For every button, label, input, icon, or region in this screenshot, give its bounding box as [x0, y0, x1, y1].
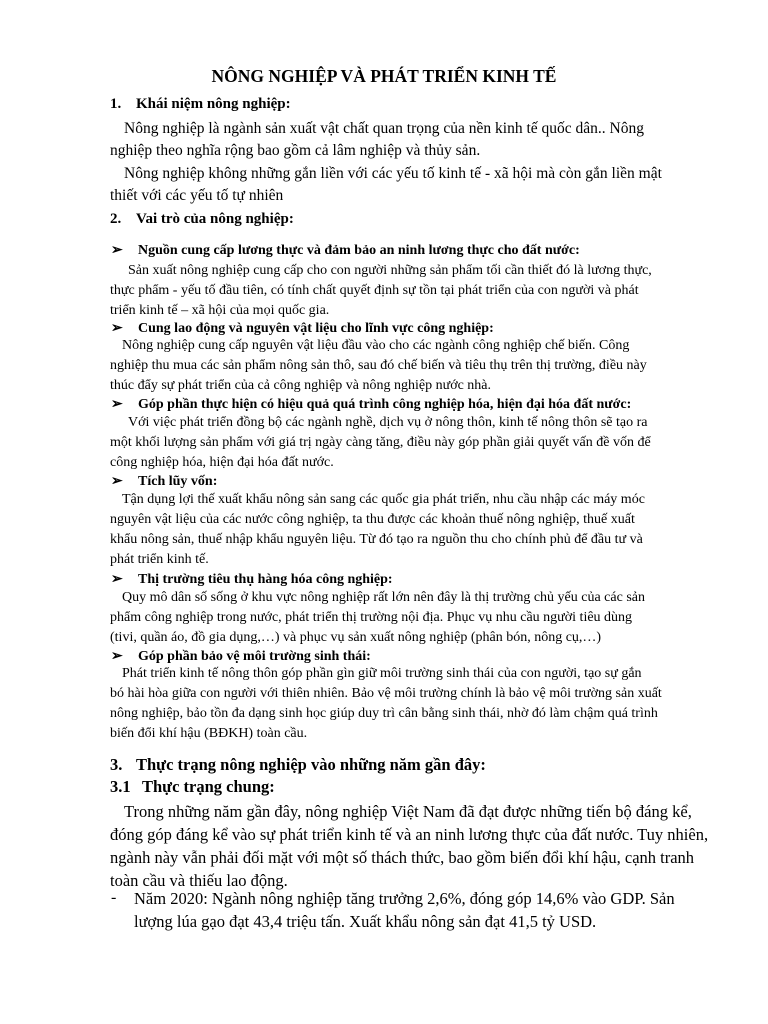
role-item-1-line2: thực phẩm - yếu tố đầu tiên, có tính chất quyết định sự tồn tại phát triển của con người và phát [110, 283, 639, 298]
role-item-5-heading: ➢ Thị trường tiêu thụ hàng hóa công nghiệp: [111, 572, 393, 587]
section-3-1-number: 3.1 [110, 777, 131, 796]
section-1-p1-line2: nghiệp theo nghĩa rộng bao gồm cả lâm nghiệp và thủy sản. [110, 142, 481, 159]
role-item-6-line3: nông nghiệp, bảo tồn đa dạng sinh học giúp duy trì cân bằng sinh thái, nhờ đó làm chậm quá trình [110, 706, 658, 721]
role-item-1-line1: Sản xuất nông nghiệp cung cấp cho con người những sản phẩm tối cần thiết đó là lương thực, [128, 263, 652, 278]
role-item-6-line1: Phát triển kinh tế nông thôn góp phần gìn giữ môi trường sinh thái của con người, tạo sự gắn [122, 666, 642, 681]
role-item-3-line1: Với việc phát triển đồng bộ các ngành nghề, dịch vụ ở nông thôn, kinh tế nông thôn sẽ tạo ra [128, 415, 648, 430]
document-title: NÔNG NGHIỆP VÀ PHÁT TRIỂN KINH TẾ [211, 66, 557, 86]
section-1-p1-line1: Nông nghiệp là ngành sản xuất vật chất quan trọng của nền kinh tế quốc dân.. Nông [124, 120, 644, 137]
section-3-para-line4: toàn cầu và thiếu lao động. [110, 871, 288, 890]
section-3-1-heading [110, 777, 275, 797]
arrow-bullet-icon: ➢ [111, 474, 123, 489]
role-item-4-line3: khẩu nông sản, thuế nhập khẩu nguyên liệu. Từ đó tạo ra nguồn thu cho chính phủ để đầu tư và [110, 532, 643, 547]
section-3-bullet-line2: lượng lúa gạo đạt 43,4 triệu tấn. Xuất khẩu nông sản đạt 41,5 tỷ USD. [134, 912, 597, 931]
role-item-4-line2: nguyên vật liệu của các nước công nghiệp, ta thu được các khoản thuế nông nghiệp, thuế xuất [110, 512, 635, 527]
role-item-5-line1: Quy mô dân số sống ở khu vực nông nghiệp rất lớn nên đây là thị trường chủ yếu của các sản [122, 590, 645, 605]
arrow-bullet-icon: ➢ [111, 397, 123, 412]
section-2-heading [110, 211, 294, 228]
section-3-para-line2: đóng góp đáng kể vào sự phát triển kinh tế và an ninh lương thực của đất nước. Tuy nhiên, [110, 825, 709, 844]
role-item-2-line3: thúc đẩy sự phát triển của cả công nghiệp và nông nghiệp nước nhà. [110, 378, 492, 393]
section-3-title: Thực trạng nông nghiệp vào những năm gần đây: [136, 755, 486, 774]
section-1-p2-line2: thiết với các yếu tố tự nhiên [110, 187, 284, 204]
role-item-6-line2: bó hài hòa giữa con người với thiên nhiên. Bảo vệ môi trường chính là bảo vệ môi trường sản xuất [110, 686, 662, 701]
section-2-title: Vai trò của nông nghiệp: [136, 211, 294, 227]
role-item-2-line1: Nông nghiệp cung cấp nguyên vật liệu đầu vào cho các ngành công nghiệp chế biến. Công [122, 338, 630, 353]
role-item-1-heading: ➢ Nguồn cung cấp lương thực và đảm bảo an ninh lương thực cho đất nước: [111, 243, 580, 258]
section-3-bullet-line1: Năm 2020: Ngành nông nghiệp tăng trưởng 2,6%, đóng góp 14,6% vào GDP. Sản [134, 889, 675, 908]
arrow-bullet-icon: ➢ [111, 321, 123, 336]
dash-bullet-icon: - [111, 889, 117, 906]
role-item-1-line3: triển kinh tế – xã hội của mọi quốc gia. [110, 303, 330, 318]
section-3-para-line1: Trong những năm gần đây, nông nghiệp Việt Nam đã đạt được những tiến bộ đáng kể, [124, 802, 692, 821]
role-item-3-heading: ➢ Góp phần thực hiện có hiệu quả quá trình công nghiệp hóa, hiện đại hóa đất nước: [111, 397, 632, 412]
section-3-para-line3: ngành này vẫn phải đối mặt với một số thách thức, bao gồm biến đổi khí hậu, cạnh tranh [110, 848, 695, 867]
section-3-number: 3. [110, 755, 123, 774]
arrow-bullet-icon: ➢ [111, 572, 123, 587]
role-item-5-line3: (tivi, quần áo, đồ gia dụng,…) và phục vụ sản xuất nông nghiệp (phân bón, nông cụ,…) [110, 630, 602, 645]
section-1-p2-line1: Nông nghiệp không những gắn liền với các yếu tố kinh tế - xã hội mà còn gắn liền mật [124, 165, 662, 182]
section-1-heading [110, 96, 291, 113]
section-3-heading [110, 755, 486, 775]
section-3-1-title: Thực trạng chung: [142, 777, 275, 796]
section-2-number: 2. [110, 211, 122, 227]
role-item-3-line3: công nghiệp hóa, hiện đại hóa đất nước. [110, 455, 334, 470]
role-item-4-line4: phát triển kinh tế. [110, 552, 209, 567]
role-item-5-line2: phẩm công nghiệp trong nước, phát triển thị trường nội địa. Phục vụ nhu cầu người tiêu dùng [110, 610, 633, 625]
role-item-2-line2: nghiệp thu mua các sản phẩm nông sản thô, sau đó chế biến và tiêu thụ trên thị trường, điều này [110, 358, 647, 373]
role-item-3-line2: một khối lượng sản phẩm với giá trị ngày càng tăng, điều này góp phần giải quyết vấn đề vốn để [110, 435, 651, 450]
section-1-title: Khái niệm nông nghiệp: [136, 96, 291, 112]
role-item-4-line1: Tận dụng lợi thế xuất khẩu nông sản sang các quốc gia phát triển, nhu cầu nhập các máy móc [122, 492, 645, 507]
arrow-bullet-icon: ➢ [111, 243, 123, 258]
arrow-bullet-icon: ➢ [111, 649, 123, 664]
role-item-6-line4: biến đổi khí hậu (BĐKH) toàn cầu. [110, 726, 308, 741]
role-item-6-heading: ➢ Góp phần bảo vệ môi trường sinh thái: [111, 649, 371, 664]
section-1-number: 1. [110, 96, 122, 112]
role-item-4-heading: ➢ Tích lũy vốn: [111, 474, 218, 489]
role-item-2-heading: ➢ Cung lao động và nguyên vật liệu cho lĩnh vực công nghiệp: [111, 321, 494, 336]
